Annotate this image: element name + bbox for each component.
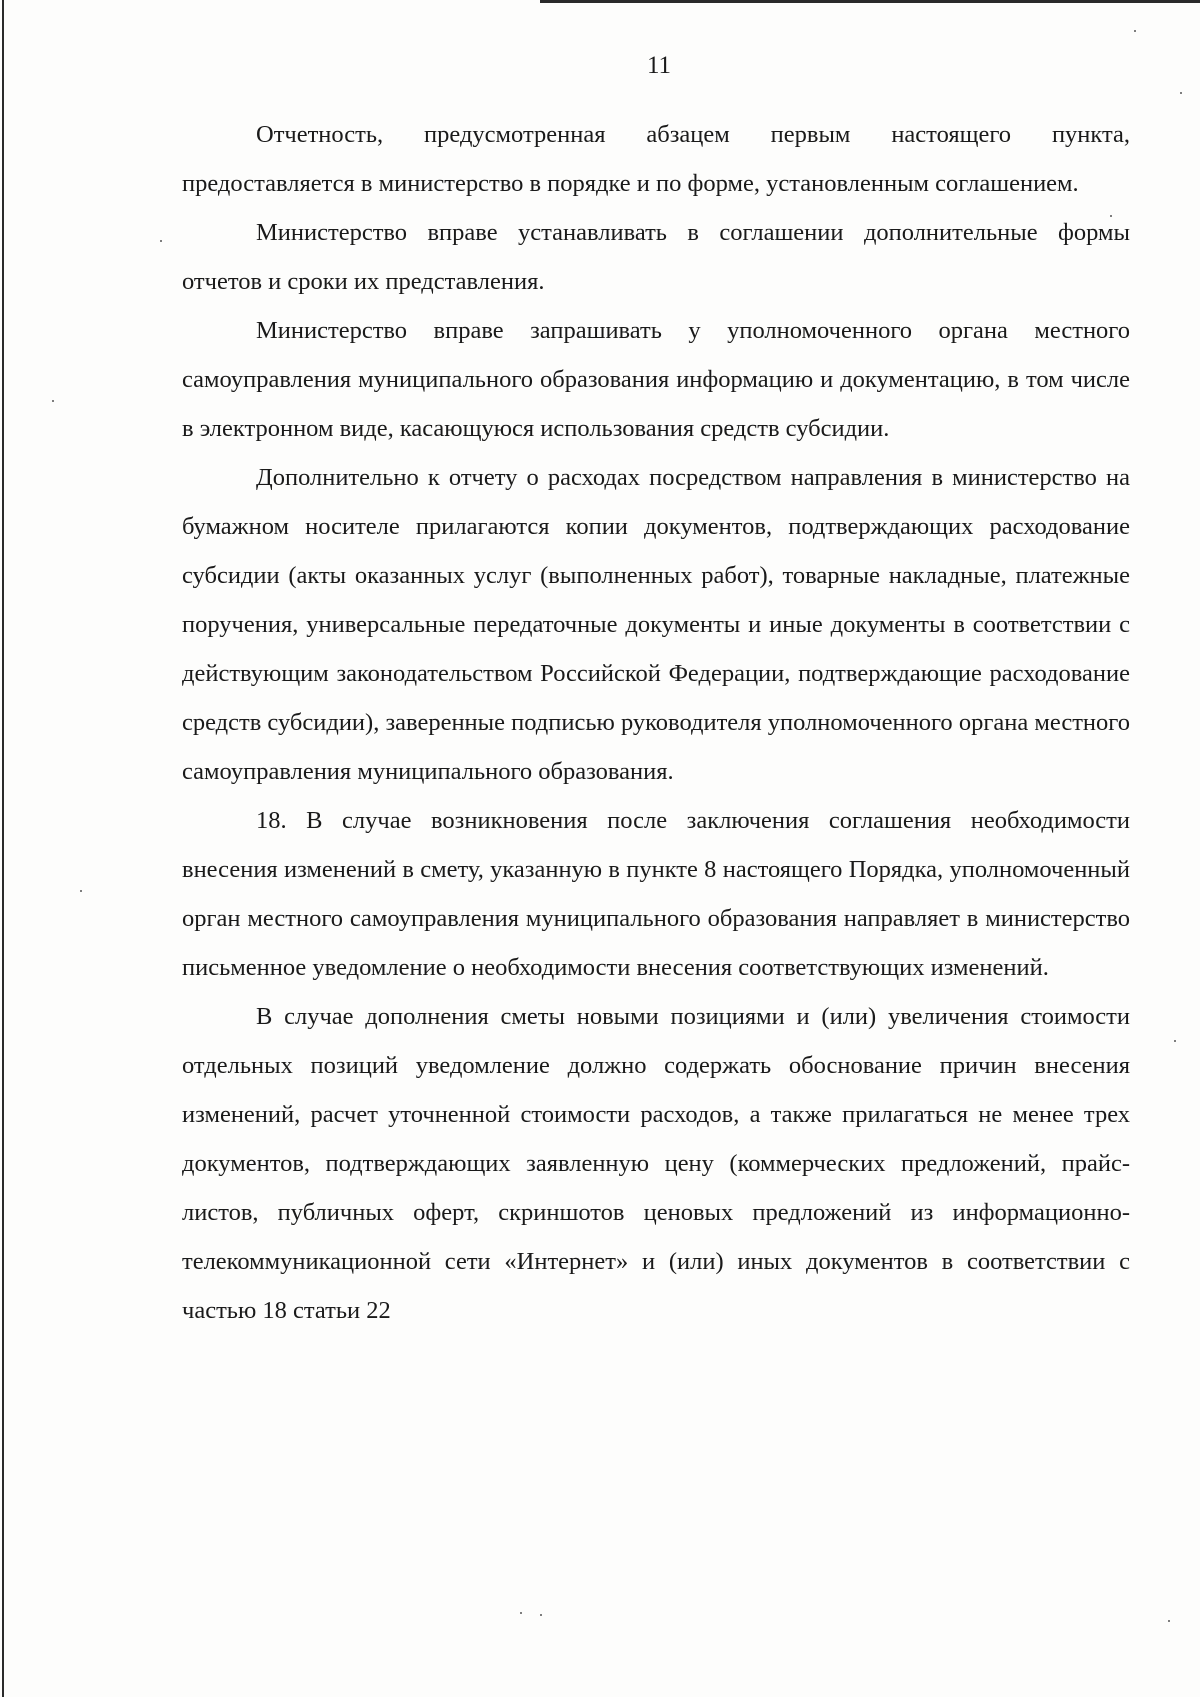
page-number: 11 bbox=[646, 52, 672, 79]
paragraph-information-request: Министерство вправе запрашивать у уполномоченного органа местного самоуправления муниципального образования информацию и документацию, в том числе в электронном виде, касающуюся использования средств субсидии. bbox=[182, 317, 1130, 442]
paragraph-item-18: 18. В случае возникновения после заключения соглашения необходимости внесения изменений в смету, указанную в пункте 8 настоящего Порядка, уполномоченный орган местного самоуправления муниципального образования направляет в министерство письменное уведомление о необходимости внесения соответствующих изменений. bbox=[182, 807, 1130, 981]
top-border-line bbox=[540, 0, 1200, 3]
scan-speck bbox=[1168, 1620, 1170, 1622]
scan-speck bbox=[540, 1614, 542, 1616]
document-body bbox=[182, 110, 1130, 1335]
scan-speck bbox=[1110, 215, 1112, 217]
scan-speck bbox=[52, 400, 54, 402]
paragraph-estimate-changes: В случае дополнения сметы новыми позициями и (или) увеличения стоимости отдельных позиций уведомление должно содержать обоснование причин внесения изменений, расчет уточненной стоимости расходов, а также прилагаться не менее трех документов, подтверждающих заявленную цену (коммерческих предложений, прайс-листов, публичных оферт, скриншотов ценовых предложений из информационно-телекоммуникационной сети «Интернет» и (или) иных документов в соответствии с частью 18 статьи 22 bbox=[182, 1003, 1130, 1324]
page-edge-line bbox=[2, 0, 4, 1697]
scan-speck bbox=[1134, 30, 1136, 32]
paragraph-additional-forms: Министерство вправе устанавливать в соглашении дополнительные формы отчетов и сроки их представления. bbox=[182, 219, 1130, 295]
paragraph-reporting-submission: Отчетность, предусмотренная абзацем первым настоящего пункта, предоставляется в министерство в порядке и по форме, установленным соглашением. bbox=[182, 121, 1130, 197]
scan-speck bbox=[1180, 92, 1182, 94]
paragraph-supporting-documents: Дополнительно к отчету о расходах посредством направления в министерство на бумажном носителе прилагаются копии документов, подтверждающих расходование субсидии (акты оказанных услуг (выполненных работ), товарные накладные, платежные поручения, универсальные передаточные документы и иные документы в соответствии с действующим законодательством Российской Федерации, подтверждающие расходование средств субсидии), заверенные подписью руководителя уполномоченного органа местного самоуправления муниципального образования. bbox=[182, 464, 1130, 785]
scan-speck bbox=[1174, 1040, 1176, 1042]
scan-speck bbox=[160, 240, 162, 242]
scan-speck bbox=[80, 890, 82, 892]
scan-speck bbox=[520, 1612, 522, 1614]
